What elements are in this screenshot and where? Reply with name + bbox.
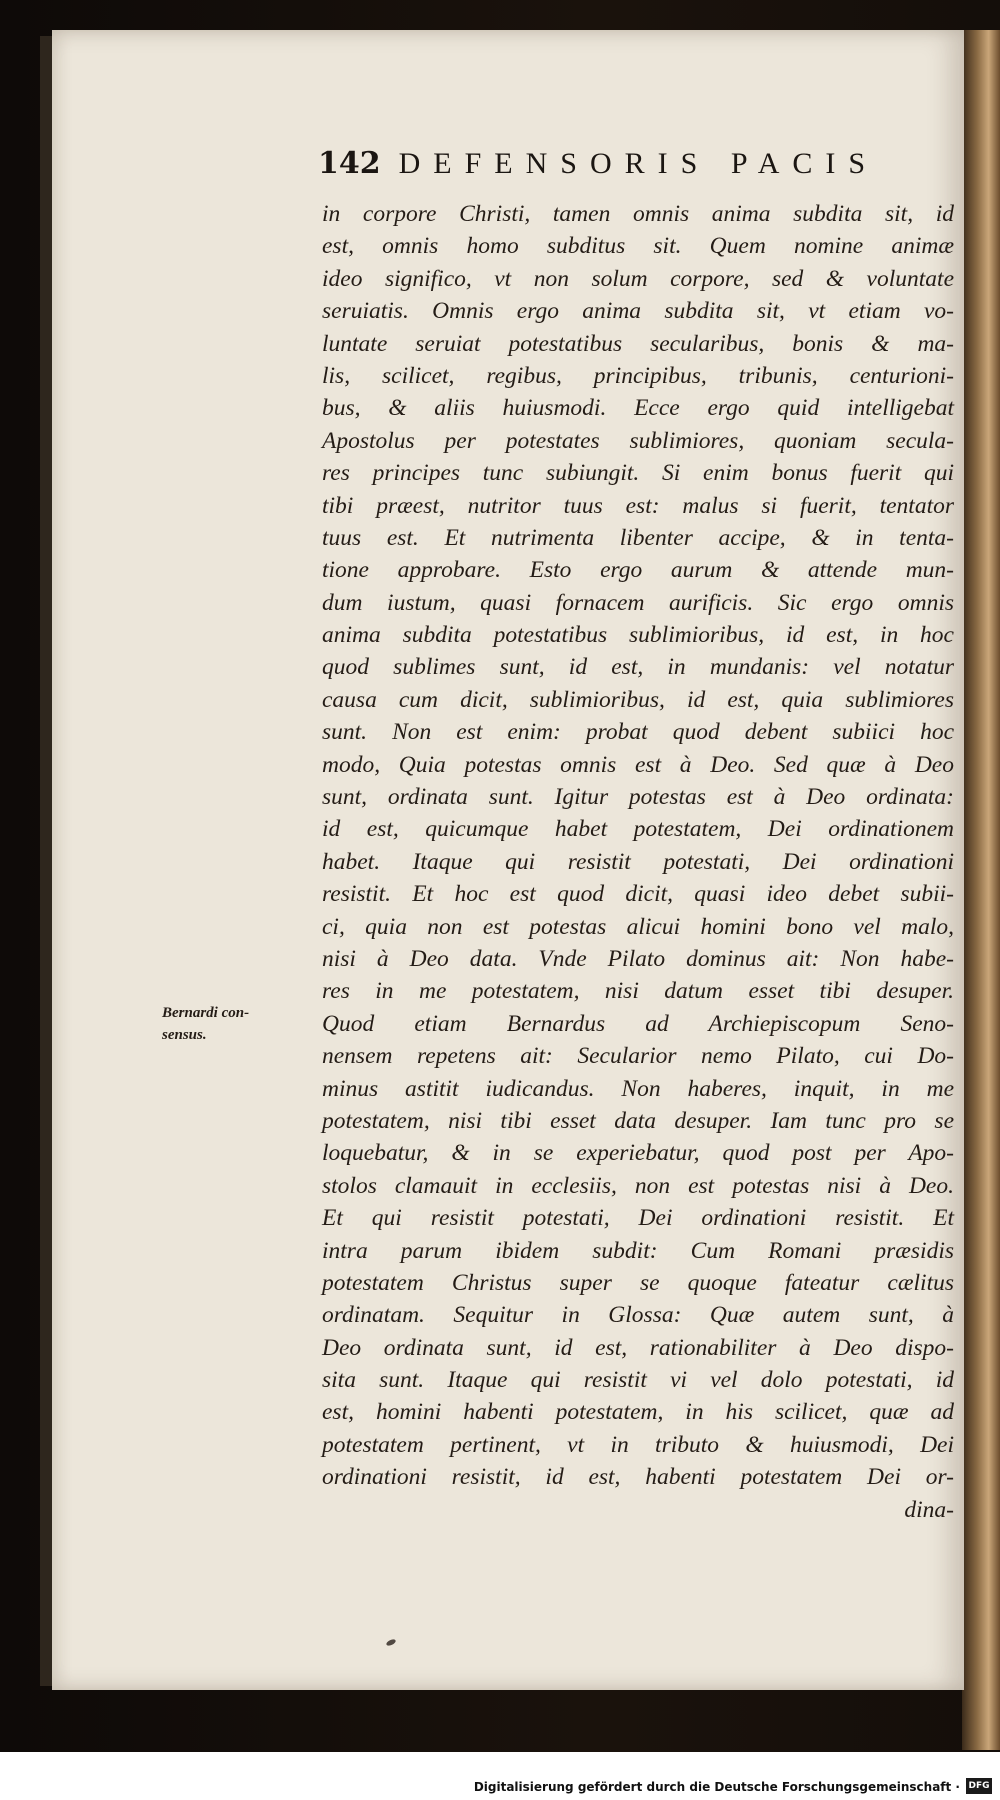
text-line: Quod etiam Bernardus ad Archiepiscopum Seno- xyxy=(322,1010,954,1037)
text-line: nisi à Deo data. Vnde Pilato dominus ait: Non habe- xyxy=(322,945,954,972)
text-line: ideo significo, vt non solum corpore, sed & voluntate xyxy=(322,265,954,292)
text-line: tibi præest, nutritor tuus est: malus si fuerit, tentator xyxy=(322,492,954,519)
dfg-logo-icon: DFG xyxy=(966,1778,992,1794)
text-line: modo, Quia potestas omnis est à Deo. Sed quæ à Deo xyxy=(322,751,954,778)
text-line: loquebatur, & in se experiebatur, quod post per Apo- xyxy=(322,1140,954,1167)
text-line: in corpore Christi, tamen omnis anima subdita sit, id xyxy=(322,201,954,227)
text-line: quod sublimes sunt, id est, in mundanis: vel notatur xyxy=(322,654,954,681)
text-line: ci, quia non est potestas alicui homini bono vel malo, xyxy=(322,913,954,940)
text-line: minus astitit iudicandus. Non haberes, inquit, in me xyxy=(322,1075,954,1102)
text-line: causa cum dicit, sublimioribus, id est, quia sublimiores xyxy=(322,686,954,713)
text-line: res in me potestatem, nisi datum esset tibi desuper. xyxy=(322,978,954,1005)
text-line: Apostolus per potestates sublimiores, quoniam secula- xyxy=(322,427,954,454)
text-line: luntate seruiat potestatibus secularibus, bonis & ma- xyxy=(322,330,954,357)
text-line: stolos clamauit in ecclesiis, non est potestas nisi à Deo. xyxy=(322,1172,954,1199)
text-line: Deo ordinata sunt, id est, rationabiliter à Deo dispo- xyxy=(322,1334,954,1361)
text-line: intra parum ibidem subdit: Cum Romani præsidis xyxy=(322,1237,954,1264)
text-line: potestatem, nisi tibi esset data desuper. Iam tunc pro se xyxy=(322,1107,954,1134)
text-line: potestatem pertinent, vt in tributo & huiusmodi, Dei xyxy=(322,1431,954,1458)
text-line: est, homini habenti potestatem, in his scilicet, quæ ad xyxy=(322,1399,954,1426)
text-line: bus, & aliis huiusmodi. Ecce ergo quid intelligebat xyxy=(322,395,954,422)
body-text xyxy=(322,198,954,1526)
page-number: 142 xyxy=(318,146,381,181)
text-line: dina- xyxy=(904,1496,954,1523)
text-line: resistit. Et hoc est quod dicit, quasi ideo debet subii- xyxy=(322,881,954,908)
text-line: tione approbare. Esto ergo aurum & attende mun- xyxy=(322,557,954,584)
digitization-credit: Digitalisierung gefördert durch die Deutsche Forschungsgemeinschaft · xyxy=(473,1780,960,1794)
text-line: tuus est. Et nutrimenta libenter accipe, & in tenta- xyxy=(322,524,954,551)
text-line: dum iustum, quasi fornacem aurificis. Sic ergo omnis xyxy=(322,589,954,616)
text-line: nensem repetens ait: Secularior nemo Pilato, cui Do- xyxy=(322,1043,954,1070)
marginal-note-line: Bernardi con- xyxy=(162,1005,250,1021)
text-line: anima subdita potestatibus sublimioribus, id est, in hoc xyxy=(322,622,954,649)
marginal-note-line: sensus. xyxy=(162,1027,207,1043)
text-line: potestatem Christus super se quoque fateatur cælitus xyxy=(322,1269,954,1296)
text-line: ordinatam. Sequitur in Glossa: Quæ autem sunt, à xyxy=(322,1302,954,1329)
page-edge-stack xyxy=(962,30,1000,1750)
running-head: DEFENSORIS PACIS xyxy=(398,147,879,180)
text-line: sunt, ordinata sunt. Igitur potestas est à Deo ordinata: xyxy=(322,784,954,811)
text-line: id est, quicumque habet potestatem, Dei ordinationem xyxy=(322,816,954,843)
marginal-note xyxy=(162,1002,312,1046)
text-line: lis, scilicet, regibus, principibus, tribunis, centurioni- xyxy=(322,362,954,389)
text-line: res principes tunc subiungit. Si enim bonus fuerit qui xyxy=(322,460,954,487)
text-line: ordinationi resistit, id est, habenti potestatem Dei or- xyxy=(322,1464,954,1491)
text-line: habet. Itaque qui resistit potestati, Dei ordinationi xyxy=(322,848,954,875)
page-header xyxy=(318,146,928,188)
text-line: sunt. Non est enim: probat quod debent subiici hoc xyxy=(322,719,954,746)
text-line: Et qui resistit potestati, Dei ordinationi resistit. Et xyxy=(322,1205,954,1232)
text-line: est, omnis homo subditus sit. Quem nomine animæ xyxy=(322,233,954,260)
text-line: seruiatis. Omnis ergo anima subdita sit, vt etiam vo- xyxy=(322,298,954,325)
text-line: sita sunt. Itaque qui resistit vi vel dolo potestati, id xyxy=(322,1367,954,1394)
